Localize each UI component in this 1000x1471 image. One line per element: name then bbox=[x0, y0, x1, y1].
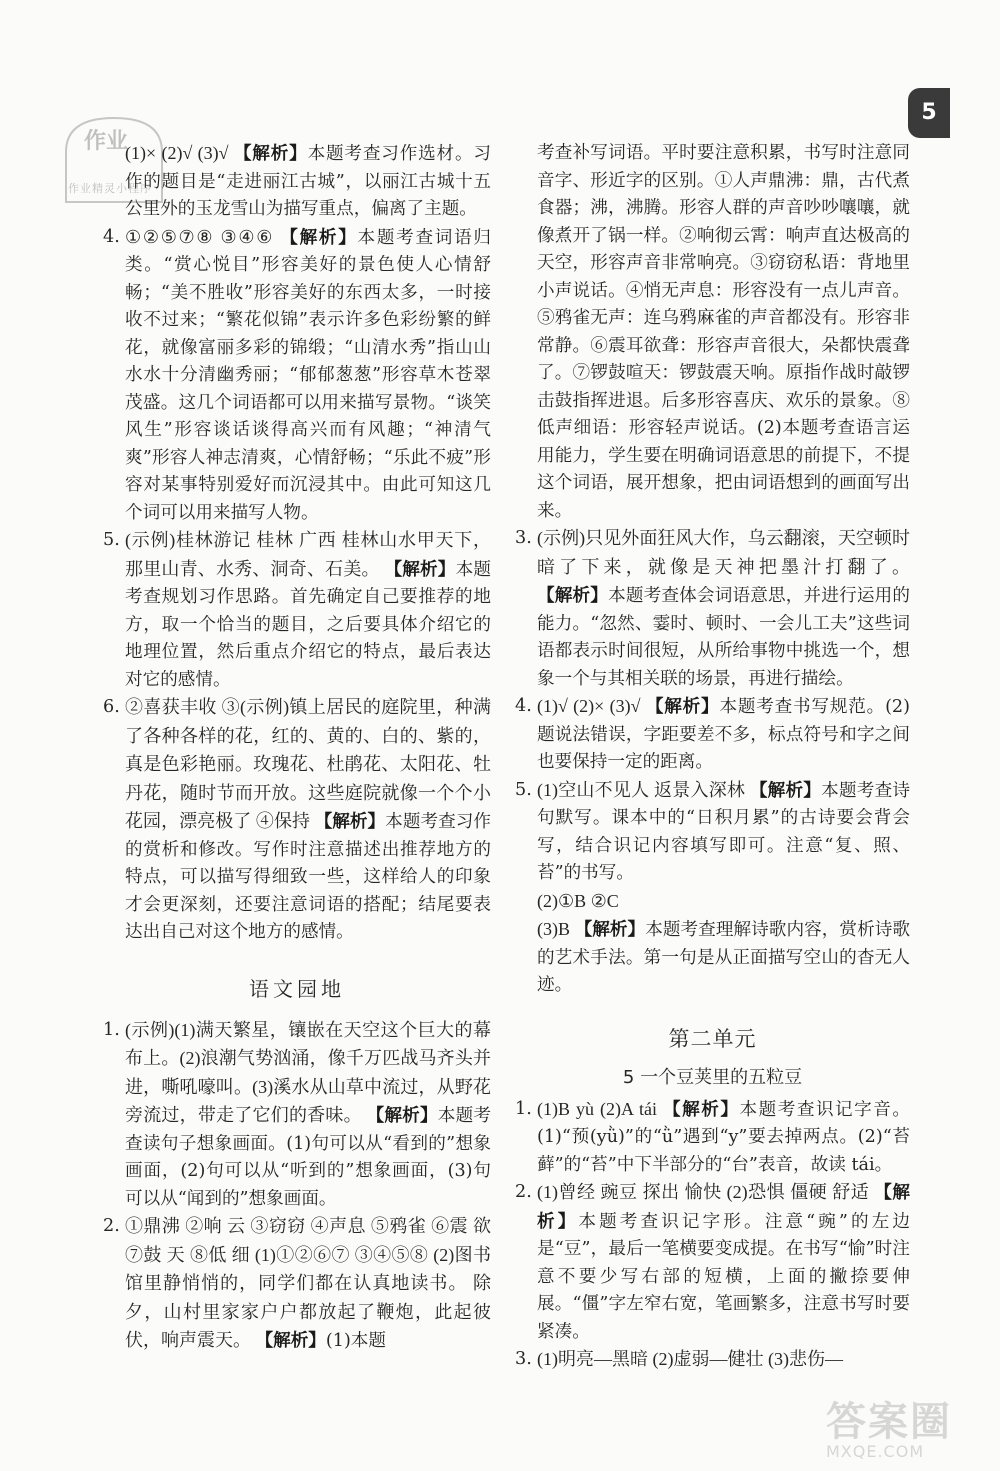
answer-item-3-cont: (1)× (2)√ (3)√ 【解析】本题考查习作选材。习作的题目是“走进丽江古城”，以丽江古城十五公里外的玉龙雪山为描写重点，偏离了主题。 bbox=[125, 143, 491, 219]
analysis-tag: 【解析】 bbox=[233, 143, 308, 164]
item-number: 3. bbox=[515, 528, 532, 548]
garden-item-5: 5. (1)空山不见人 返景入深林 【解析】本题考查诗句默写。课本中的“日积月累”的古诗要会背会写，结合识记内容填写即可。注意“复、照、苔”的书写。 bbox=[515, 777, 910, 888]
analysis-tag: 【解析】 bbox=[663, 1098, 740, 1120]
page-number: 5 bbox=[908, 88, 950, 138]
stamp-subtitle: 作业精灵小程序 bbox=[68, 182, 152, 195]
garden-item-3: 3. (示例)只见外面狂风大作，乌云翻滚，天空顿时暗了下来，就像是天神把墨汁打翻了。 【解析】本题考查体会词语意思，并进行运用的能力。“忽然、霎时、顿时、一会儿工夫”这些词语都表示时间很短，从所给事物中挑选一个，想象一个与其相关联的场景，再进行描绘。 bbox=[515, 525, 910, 693]
lesson-item-3: 3. (1)明亮—黑暗 (2)虚弱—健壮 (3)悲伤— bbox=[515, 1346, 910, 1375]
item-number: 1. bbox=[515, 1098, 532, 1119]
analysis-tag: 【解析】 bbox=[255, 1330, 326, 1351]
item-number: 5. bbox=[103, 530, 120, 550]
garden-item-5-sub3: (3)B 【解析】本题考查理解诗歌内容，赏析诗歌的艺术手法。第一句是从正面描写空山的杳无人迹。 bbox=[537, 919, 910, 995]
analysis-tag: 【解析】 bbox=[574, 919, 646, 940]
analysis-tag: 【解析】 bbox=[314, 811, 386, 832]
watermark-logo: 答案圈 bbox=[826, 1399, 952, 1445]
analysis-tag: 【解析】 bbox=[280, 226, 358, 248]
analysis-tag: 【解析】 bbox=[537, 585, 609, 606]
item-number: 4. bbox=[103, 226, 120, 247]
stamp-title: 作业 bbox=[84, 129, 129, 154]
unit-title: 第二单元 bbox=[668, 1026, 757, 1051]
item-number: 2. bbox=[103, 1216, 120, 1236]
item-number: 1. bbox=[103, 1019, 120, 1040]
watermark-url: MXQE.COM bbox=[826, 1442, 925, 1461]
item-number: 5. bbox=[515, 779, 532, 800]
answer-item-6: 6. ②喜获丰收 ③(示例)镇上居民的庭院里，种满了各种各样的花，红的、黄的、白的、紫的，真是色彩艳丽。玫瑰花、杜鹃花、太阳花、牡丹花，随时节而开放。这些庭院就像一个个小花园，漂亮极了 ④保持 【解析】本题考查习作的赏析和修改。写作时注意描述出推荐地方的特点，可以描写得细致一些，这样给人的印象才会更深刻，还要注意词语的搭配；结尾要表达出自己对这个地方的感情。 bbox=[103, 694, 491, 947]
garden-item-2-cont: 考查补写词语。平时要注意积累，书写时注意同音字、形近字的区别。①人声鼎沸：鼎，古代煮食器；沸，沸腾。形容人群的声音吵吵嚷嚷，就像煮开了锅一样。②响彻云霄：响声直达极高的天空，形容声音非常响亮。③窃窃私语：背地里小声说话。④悄无声息：形容没有一点儿声音。⑤鸦雀无声：连乌鸦麻雀的声音都没有。形容非常静。⑥震耳欲聋：形容声音很大，朵都快震聋了。⑦锣鼓喧天：锣鼓震天响。原指作战时敲锣击鼓指挥进退。后多形容喜庆、欢乐的景象。⑧低声细语：形容轻声说话。(2)本题考查语言运用能力，学生要在明确词语意思的前提下，不提这个词语，展开想象，把由词语想到的画面写出来。 bbox=[537, 143, 910, 521]
section-title: 语文园地 bbox=[249, 976, 345, 1001]
item-number: 4. bbox=[515, 696, 532, 716]
site-watermark bbox=[826, 1399, 976, 1462]
item-number: 6. bbox=[103, 697, 120, 717]
left-column bbox=[103, 140, 491, 1356]
garden-item-2: 2. ①鼎沸 ②响 云 ③窃窃 ④声息 ⑤鸦雀 ⑥震 欲 ⑦鼓 天 ⑧低 细 (1)①②⑥⑦ ③④⑤⑧ (2)图书馆里静悄悄的，同学们都在认真地读书。 除夕，山村里家家户户都放起了鞭炮，此起彼伏，响声震天。 【解析】(1)本题 bbox=[103, 1213, 491, 1356]
analysis-tag: 【解析】 bbox=[384, 558, 456, 580]
analysis-tag: 【解析】 bbox=[537, 1182, 910, 1232]
answer-item-4: 4. ①②⑤⑦⑧ ③④⑥ 【解析】本题考查词语归类。“赏心悦目”形容美好的景色使人心情舒畅；“美不胜收”形容美好的东西太多，一时接收不过来；“繁花似锦”表示许多色彩纷繁的鲜花，就像富丽多彩的锦缎；“山清水秀”指山山水水十分清幽秀丽；“郁郁葱葱”形容草木苍翠茂盛。这几个词语都可以用来描写景物。“谈笑风生”形容谈话谈得高兴而有风趣；“神清气爽”形容人神志清爽，心情舒畅；“乐此不疲”形容对某事特别爱好而沉浸其中。由此可知这几个词可以用来描写人物。 bbox=[103, 224, 491, 528]
lesson-item-2: 2. (1)曾经 豌豆 探出 愉快 (2)恐惧 僵硬 舒适 【解析】本题考查识记字形。注意“豌”的左边是“豆”，最后一笔横要变成提。在书写“愉”时注意不要少写右部的短横，上面的撇捺要伸展。“僵”字左窄右宽，笔画繁多，注意书写时要紧凑。 bbox=[515, 1179, 910, 1346]
lesson-title: 5 一个豆荚里的五粒豆 bbox=[622, 1066, 803, 1088]
item-number: 3. bbox=[515, 1349, 532, 1369]
analysis-tag: 【解析】 bbox=[645, 696, 720, 717]
analysis-tag: 【解析】 bbox=[749, 779, 822, 801]
analysis-tag: 【解析】 bbox=[366, 1105, 438, 1126]
right-column bbox=[515, 140, 910, 1375]
garden-item-4: 4. (1)√ (2)× (3)√ 【解析】本题考查书写规范。(2)题说法错误，字距要差不多，标点符号和字之间也要保持一定的距离。 bbox=[515, 693, 910, 777]
lesson-item-1: 1. (1)B yù (2)A tái 【解析】本题考查识记字音。(1)“预(yǜ)”的“ǜ”遇到“y”要去掉两点。(2)“苔藓”的“苔”中下半部分的“台”表音，故读 tái。 bbox=[515, 1096, 910, 1180]
garden-item-5-sub2: (2)①B ②C bbox=[537, 890, 619, 911]
answer-item-5: 5. (示例)桂林游记 桂林 广西 桂林山水甲天下，那里山青、水秀、洞奇、石美。 【解析】本题考查规划习作思路。首先确定自己要推荐的地方，取一个恰当的题目，之后要具体介绍它的地理位置，然后重点介绍它的特点，最后表达对它的感情。 bbox=[103, 527, 491, 694]
garden-item-1: 1. (示例)(1)满天繁星，镶嵌在天空这个巨大的幕布上。(2)浪潮气势汹涌，像千万匹战马齐头并进，嘶吼嚎叫。(3)溪水从山草中流过，从野花旁流过，带走了它们的香味。 【解析】本题考查读句子想象画面。(1)句可以从“看到的”想象画面，(2)句可以从“听到的”想象画面，(3)句可以从“闻到的”想象画面。 bbox=[103, 1017, 491, 1214]
item-number: 2. bbox=[515, 1182, 532, 1202]
